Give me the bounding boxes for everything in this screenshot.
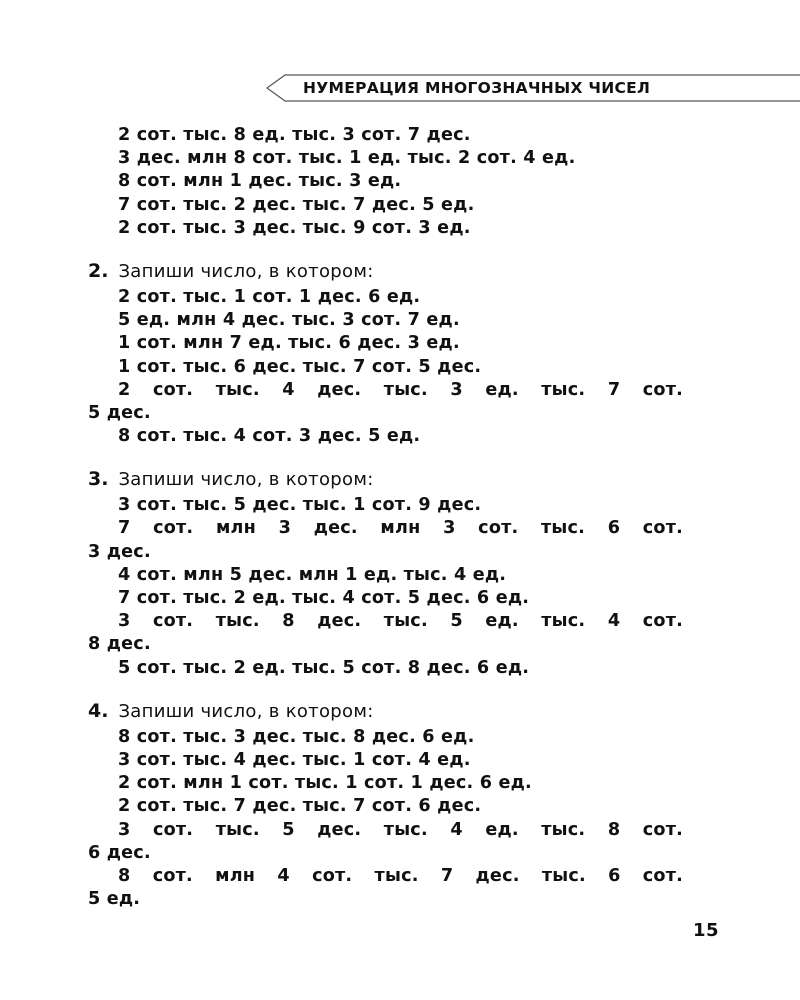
exercise-heading <box>88 260 688 283</box>
section-header-tab <box>265 74 800 102</box>
list-item: 3 сот. тыс. 8 дес. тыс. 5 ед. тыс. 4 сот. <box>118 611 683 632</box>
exercise-3 <box>88 468 688 680</box>
list-item: 2 сот. тыс. 1 сот. 1 дес. 6 ед. <box>118 286 421 307</box>
exercise-number: 3. <box>88 468 109 491</box>
intro-list <box>88 124 688 240</box>
list-item: 3 сот. тыс. 4 дес. тыс. 1 сот. 4 ед. <box>118 749 471 770</box>
list-item-continuation: 3 дес. <box>88 541 151 562</box>
list-item: 1 сот. млн 7 ед. тыс. 6 дес. 3 ед. <box>118 333 460 354</box>
list-item: 4 сот. млн 5 дес. млн 1 ед. тыс. 4 ед. <box>118 564 507 585</box>
list-item: 7 сот. млн 3 дес. млн 3 сот. тыс. 6 сот. <box>118 518 683 539</box>
list-item: 1 сот. тыс. 6 дес. тыс. 7 сот. 5 дес. <box>118 356 482 377</box>
list-item: 8 сот. млн 1 дес. тыс. 3 ед. <box>118 171 402 192</box>
exercise-number: 2. <box>88 259 109 282</box>
list-item: 5 ед. млн 4 дес. тыс. 3 сот. 7 ед. <box>118 310 460 331</box>
list-item: 3 сот. тыс. 5 дес. тыс. 1 сот. 9 дес. <box>118 495 482 516</box>
exercise-title: Запиши число, в котором: <box>118 469 374 491</box>
list-item: 7 сот. тыс. 2 дес. тыс. 7 дес. 5 ед. <box>118 194 475 215</box>
list-item: 8 сот. тыс. 3 дес. тыс. 8 дес. 6 ед. <box>118 726 475 747</box>
list-item-continuation: 8 дес. <box>88 634 151 655</box>
page-number: 15 <box>693 920 720 941</box>
exercise-heading <box>88 468 688 491</box>
list-item: 3 сот. тыс. 5 дес. тыс. 4 ед. тыс. 8 сот. <box>118 819 683 840</box>
list-item-continuation: 5 дес. <box>88 402 151 423</box>
section-title: НУМЕРАЦИЯ МНОГОЗНАЧНЫХ ЧИСЕЛ <box>303 79 651 97</box>
list-item: 2 сот. тыс. 8 ед. тыс. 3 сот. 7 дес. <box>118 125 471 145</box>
exercise-2 <box>88 260 688 448</box>
exercise-heading <box>88 700 688 723</box>
page-content <box>88 124 688 911</box>
list-item: 2 сот. тыс. 7 дес. тыс. 7 сот. 6 дес. <box>118 796 482 817</box>
exercise-4 <box>88 700 688 912</box>
exercise-number: 4. <box>88 699 109 722</box>
list-item: 2 сот. тыс. 4 дес. тыс. 3 ед. тыс. 7 сот. <box>118 379 683 400</box>
list-item-continuation: 6 дес. <box>88 842 151 863</box>
exercise-title: Запиши число, в котором: <box>118 700 374 722</box>
list-item: 8 сот. млн 4 сот. тыс. 7 дес. тыс. 6 сот. <box>118 865 683 886</box>
list-item-continuation: 5 ед. <box>88 889 141 910</box>
exercise-title: Запиши число, в котором: <box>118 260 374 282</box>
list-item: 2 сот. млн 1 сот. тыс. 1 сот. 1 дес. 6 ед. <box>118 773 532 794</box>
list-item: 8 сот. тыс. 4 сот. 3 дес. 5 ед. <box>118 426 421 447</box>
list-item: 3 дес. млн 8 сот. тыс. 1 ед. тыс. 2 сот. 4 ед. <box>118 148 576 169</box>
list-item: 7 сот. тыс. 2 ед. тыс. 4 сот. 5 дес. 6 ед. <box>118 588 530 608</box>
list-item: 2 сот. тыс. 3 дес. тыс. 9 сот. 3 ед. <box>118 217 471 238</box>
list-item: 5 сот. тыс. 2 ед. тыс. 5 сот. 8 дес. 6 ед. <box>118 657 530 678</box>
